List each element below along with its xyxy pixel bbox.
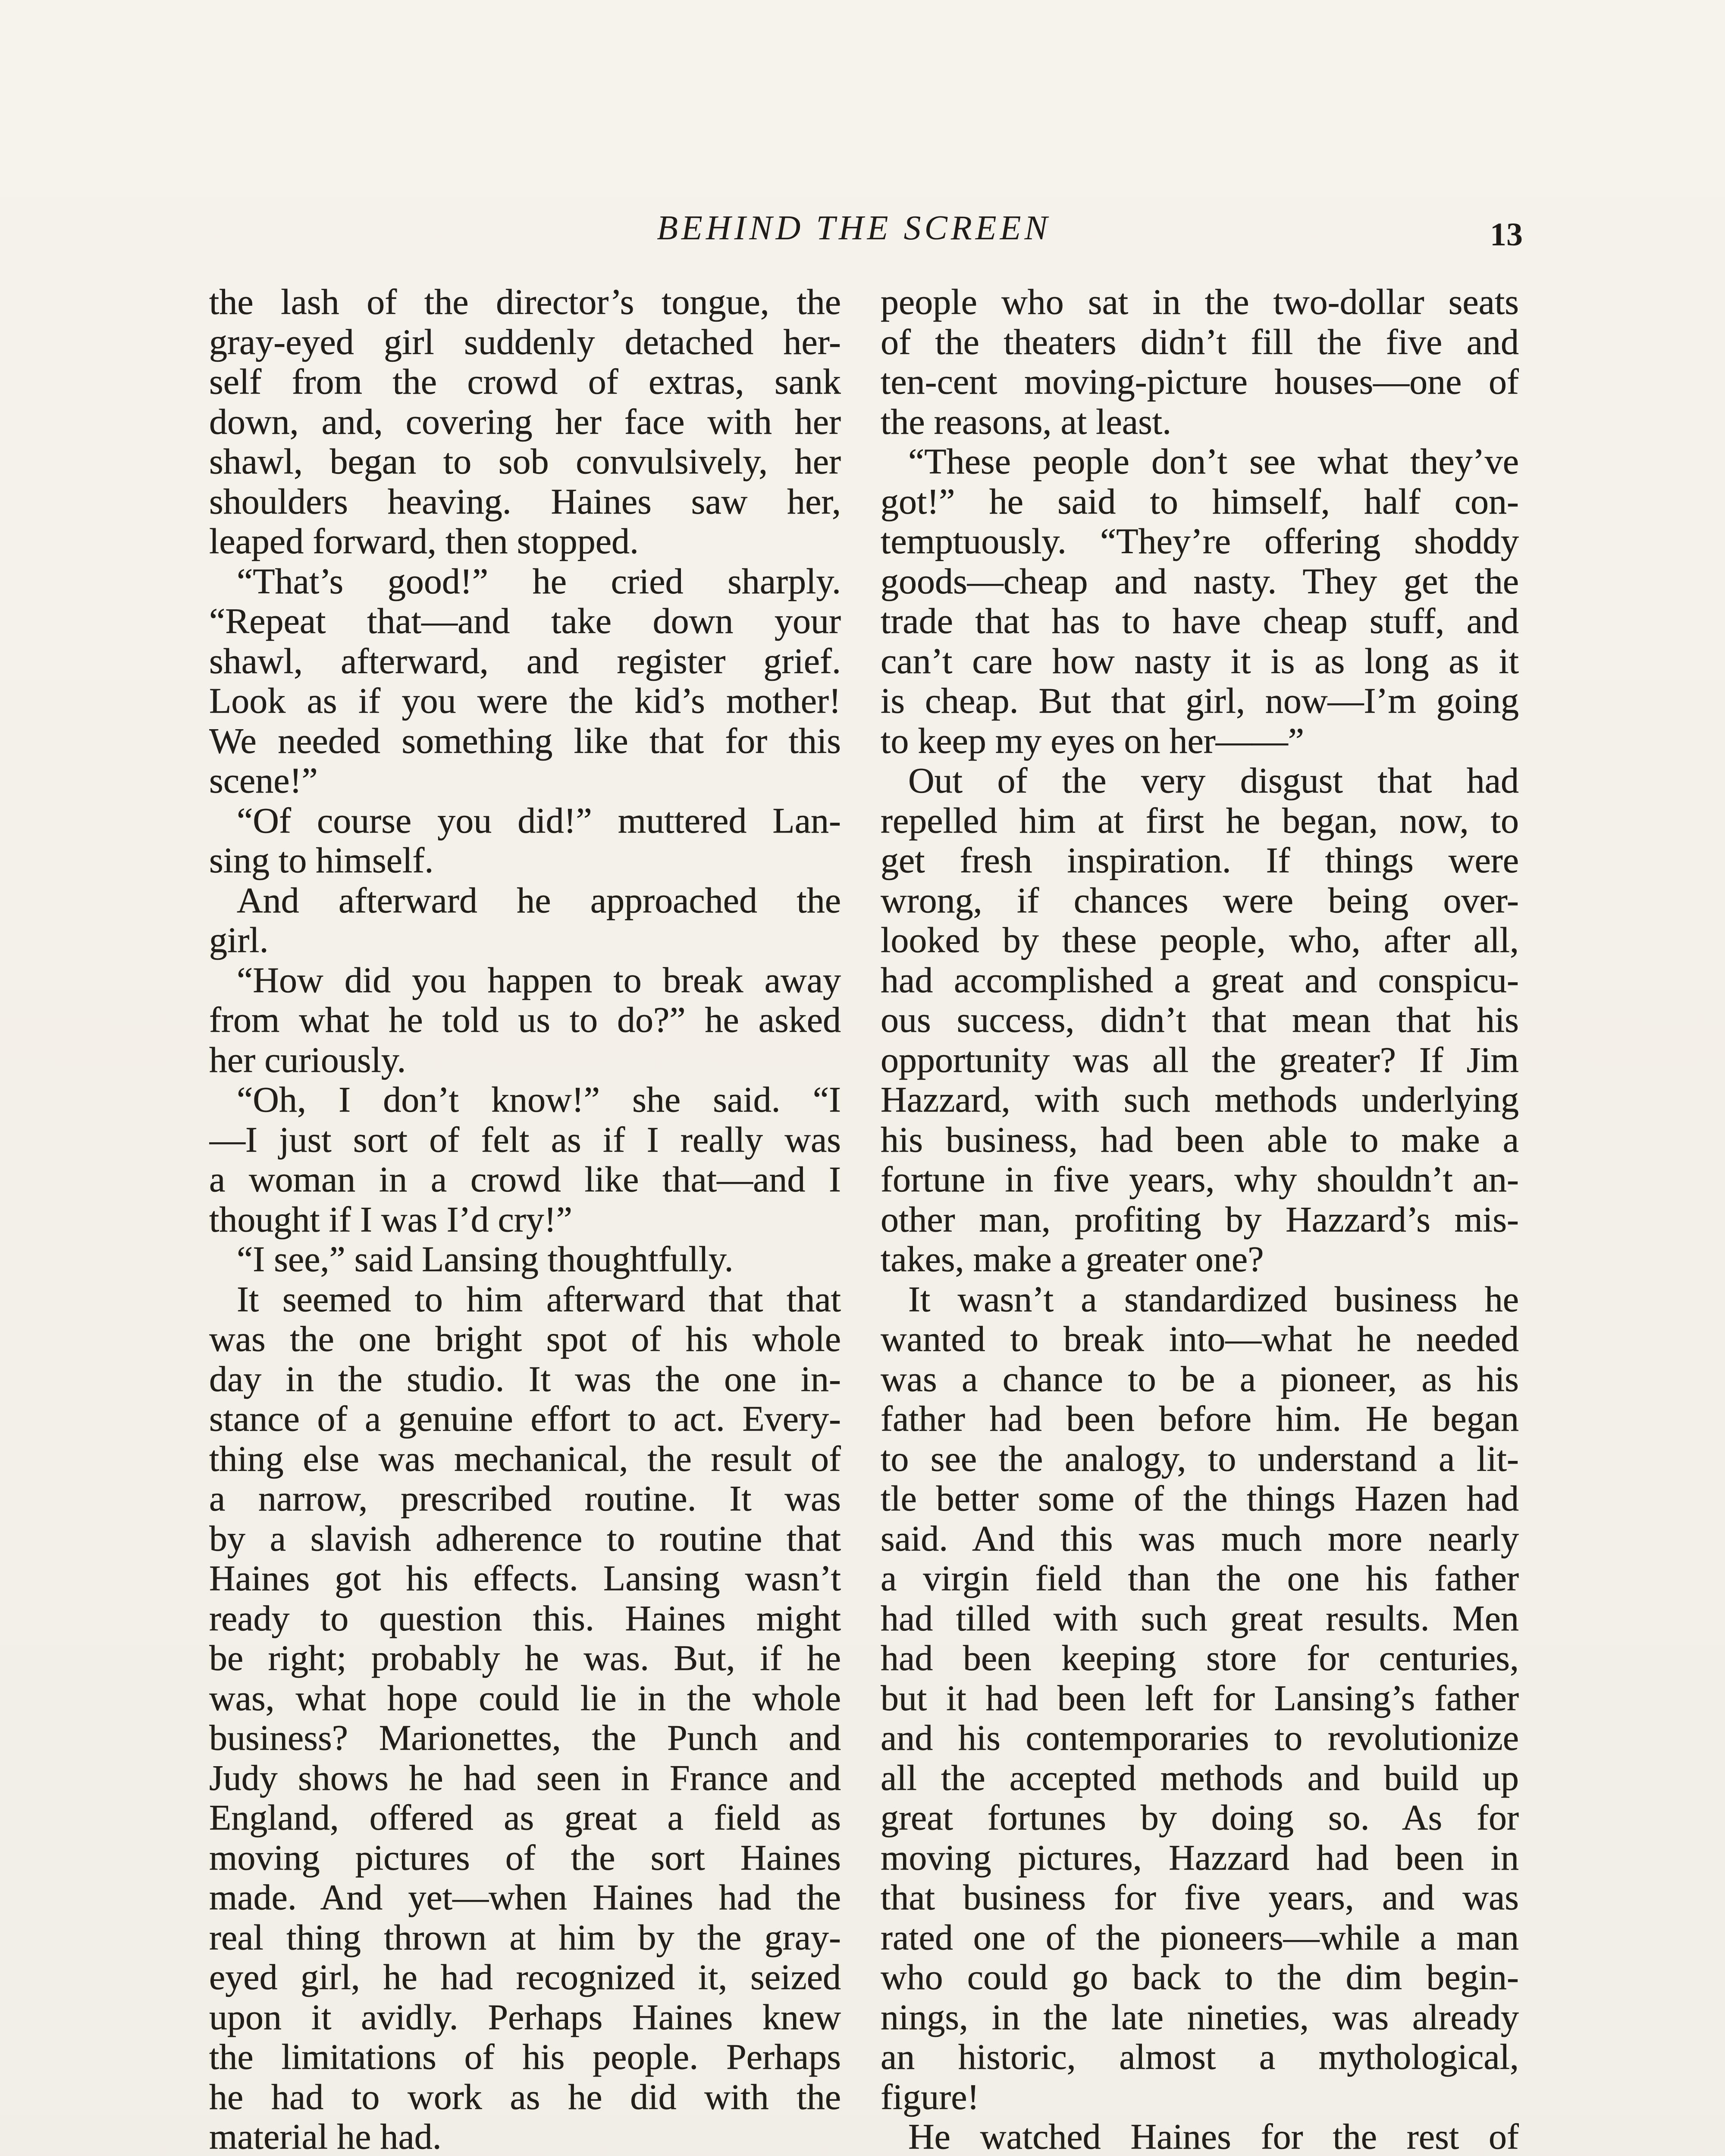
text-line: It seemed to him afterward that that	[237, 1279, 841, 1319]
text-line: And afterward he approached the	[237, 881, 841, 921]
text-line: great fortunes by doing so. As for	[881, 1798, 1519, 1838]
text-line: had been keeping store for centuries,	[881, 1639, 1519, 1678]
text-line: business? Marionettes, the Punch and	[209, 1718, 841, 1758]
text-line: shawl, afterward, and register grief.	[209, 641, 841, 681]
paragraph	[881, 282, 1519, 442]
text-line: his business, had been able to make a	[881, 1120, 1519, 1160]
text-line: shoulders heaving. Haines saw her,	[209, 482, 841, 522]
text-line: We needed something like that for this	[209, 721, 841, 761]
text-line: material he had.	[209, 2117, 442, 2156]
paragraph	[209, 1240, 841, 1280]
text-line: and his contemporaries to revolutionize	[881, 1718, 1519, 1758]
page-number: 13	[1490, 216, 1523, 253]
text-line: to keep my eyes on her——”	[881, 721, 1305, 761]
text-line: shawl, began to sob convulsively, her	[209, 442, 841, 482]
text-line: “I see,” said Lansing thoughtfully.	[237, 1240, 734, 1279]
text-line: the limitations of his people. Perhaps	[209, 2037, 841, 2077]
text-line: “Of course you did!” muttered Lan-	[237, 801, 841, 841]
text-line: people who sat in the two-dollar seats	[881, 282, 1519, 322]
text-line: can’t care how nasty it is as long as it	[881, 641, 1519, 681]
text-line: girl.	[209, 921, 269, 960]
text-line: sing to himself.	[209, 841, 434, 881]
text-line: had tilled with such great results. Men	[881, 1598, 1519, 1639]
text-line: rated one of the pioneers—while a man	[881, 1918, 1519, 1958]
text-line: “Oh, I don’t know!” she said. “I	[237, 1080, 841, 1120]
paragraph	[209, 1080, 841, 1240]
paragraph	[881, 2117, 1519, 2156]
text-line: opportunity was all the greater? If Jim	[881, 1040, 1519, 1080]
text-line: thought if I was I’d cry!”	[209, 1200, 573, 1240]
text-line: ten-cent moving-picture houses—one of	[881, 362, 1519, 402]
text-line: “Repeat that—and take down your	[209, 602, 841, 641]
text-line: wrong, if chances were being over-	[881, 881, 1519, 921]
text-line: goods—cheap and nasty. They get the	[881, 561, 1519, 602]
text-line: said. And this was much more nearly	[881, 1519, 1519, 1559]
text-line: self from the crowd of extras, sank	[209, 362, 841, 402]
text-line: other man, profiting by Hazzard’s mis-	[881, 1200, 1519, 1240]
text-line: stance of a genuine effort to act. Every-	[209, 1399, 841, 1439]
text-line: ready to question this. Haines might	[209, 1598, 841, 1639]
text-line: Out of the very disgust that had	[908, 761, 1519, 801]
text-column-right	[881, 282, 1519, 2156]
text-line: trade that has to have cheap stuff, and	[881, 602, 1519, 641]
text-line: a narrow, prescribed routine. It was	[209, 1479, 841, 1519]
text-line: “How did you happen to break away	[237, 960, 841, 1000]
paragraph	[881, 442, 1519, 761]
paragraph	[209, 1280, 841, 2156]
text-line: “That’s good!” he cried sharply.	[237, 561, 841, 602]
text-line: Hazzard, with such methods underlying	[881, 1080, 1519, 1120]
text-line: by a slavish adherence to routine that	[209, 1519, 841, 1559]
paragraph	[209, 961, 841, 1081]
paragraph	[209, 881, 841, 961]
paragraph	[209, 801, 841, 881]
text-line: figure!	[881, 2077, 979, 2117]
text-line: thing else was mechanical, the result of	[209, 1439, 841, 1479]
text-line: but it had been left for Lansing’s father	[881, 1678, 1519, 1718]
text-line: was the one bright spot of his whole	[209, 1319, 841, 1359]
text-line: temptuously. “They’re offering shoddy	[881, 522, 1519, 561]
text-line: eyed girl, he had recognized it, seized	[209, 1958, 841, 1997]
text-line: takes, make a greater one?	[881, 1240, 1264, 1279]
text-line: repelled him at first he began, now, to	[881, 801, 1519, 841]
text-line: upon it avidly. Perhaps Haines knew	[209, 1997, 841, 2037]
text-line: got!” he said to himself, half con-	[881, 482, 1519, 522]
text-line: leaped forward, then stopped.	[209, 522, 639, 561]
text-line: Look as if you were the kid’s mother!	[209, 681, 841, 721]
text-line: day in the studio. It was the one in-	[209, 1359, 841, 1399]
text-line: nings, in the late nineties, was already	[881, 1997, 1519, 2037]
text-line: from what he told us to do?” he asked	[209, 1000, 841, 1040]
paragraph	[881, 761, 1519, 1280]
text-line: of the theaters didn’t fill the five and	[881, 322, 1519, 362]
text-line: her curiously.	[209, 1040, 406, 1080]
text-line: —I just sort of felt as if I really was	[209, 1120, 841, 1160]
text-line: real thing thrown at him by the gray-	[209, 1918, 841, 1958]
text-line: moving pictures of the sort Haines	[209, 1838, 841, 1878]
text-line: the lash of the director’s tongue, the	[209, 282, 841, 322]
text-line: he had to work as he did with the	[209, 2077, 841, 2117]
paragraph	[209, 282, 841, 562]
text-line: gray-eyed girl suddenly detached her-	[209, 322, 841, 362]
text-line: fortune in five years, why shouldn’t an-	[881, 1160, 1519, 1200]
text-line: father had been before him. He began	[881, 1399, 1519, 1439]
text-line: He watched Haines for the rest of	[908, 2117, 1519, 2156]
text-line: is cheap. But that girl, now—I’m going	[881, 681, 1519, 721]
text-line: scene!”	[209, 761, 318, 801]
text-line: Haines got his effects. Lansing wasn’t	[209, 1559, 841, 1598]
text-line: Judy shows he had seen in France and	[209, 1758, 841, 1798]
text-line: down, and, covering her face with her	[209, 402, 841, 442]
text-line: all the accepted methods and build up	[881, 1758, 1519, 1798]
text-line: had accomplished a great and conspicu-	[881, 960, 1519, 1000]
text-line: made. And yet—when Haines had the	[209, 1878, 841, 1918]
running-head-title: BEHIND THE SCREEN	[657, 209, 1051, 247]
text-line: ous success, didn’t that mean that his	[881, 1000, 1519, 1040]
text-line: moving pictures, Hazzard had been in	[881, 1838, 1519, 1878]
text-line: that business for five years, and was	[881, 1878, 1519, 1918]
text-line: was, what hope could lie in the whole	[209, 1678, 841, 1718]
text-line: an historic, almost a mythological,	[881, 2037, 1519, 2077]
text-line: the reasons, at least.	[881, 402, 1172, 442]
text-line: looked by these people, who, after all,	[881, 921, 1519, 960]
text-line: was a chance to be a pioneer, as his	[881, 1359, 1519, 1399]
text-line: England, offered as great a field as	[209, 1798, 841, 1838]
text-line: wanted to break into—what he needed	[881, 1319, 1519, 1359]
text-column-left	[209, 282, 841, 2156]
text-line: to see the analogy, to understand a lit-	[881, 1439, 1519, 1479]
text-line: who could go back to the dim begin-	[881, 1958, 1519, 1997]
paragraph	[881, 1280, 1519, 2118]
text-line: a virgin field than the one his father	[881, 1559, 1519, 1598]
text-line: be right; probably he was. But, if he	[209, 1639, 841, 1678]
text-line: a woman in a crowd like that—and I	[209, 1160, 841, 1200]
text-line: get fresh inspiration. If things were	[881, 841, 1519, 881]
text-line: It wasn’t a standardized business he	[908, 1279, 1519, 1319]
paragraph	[209, 562, 841, 801]
text-line: tle better some of the things Hazen had	[881, 1479, 1519, 1519]
text-line: “These people don’t see what they’ve	[908, 442, 1519, 482]
